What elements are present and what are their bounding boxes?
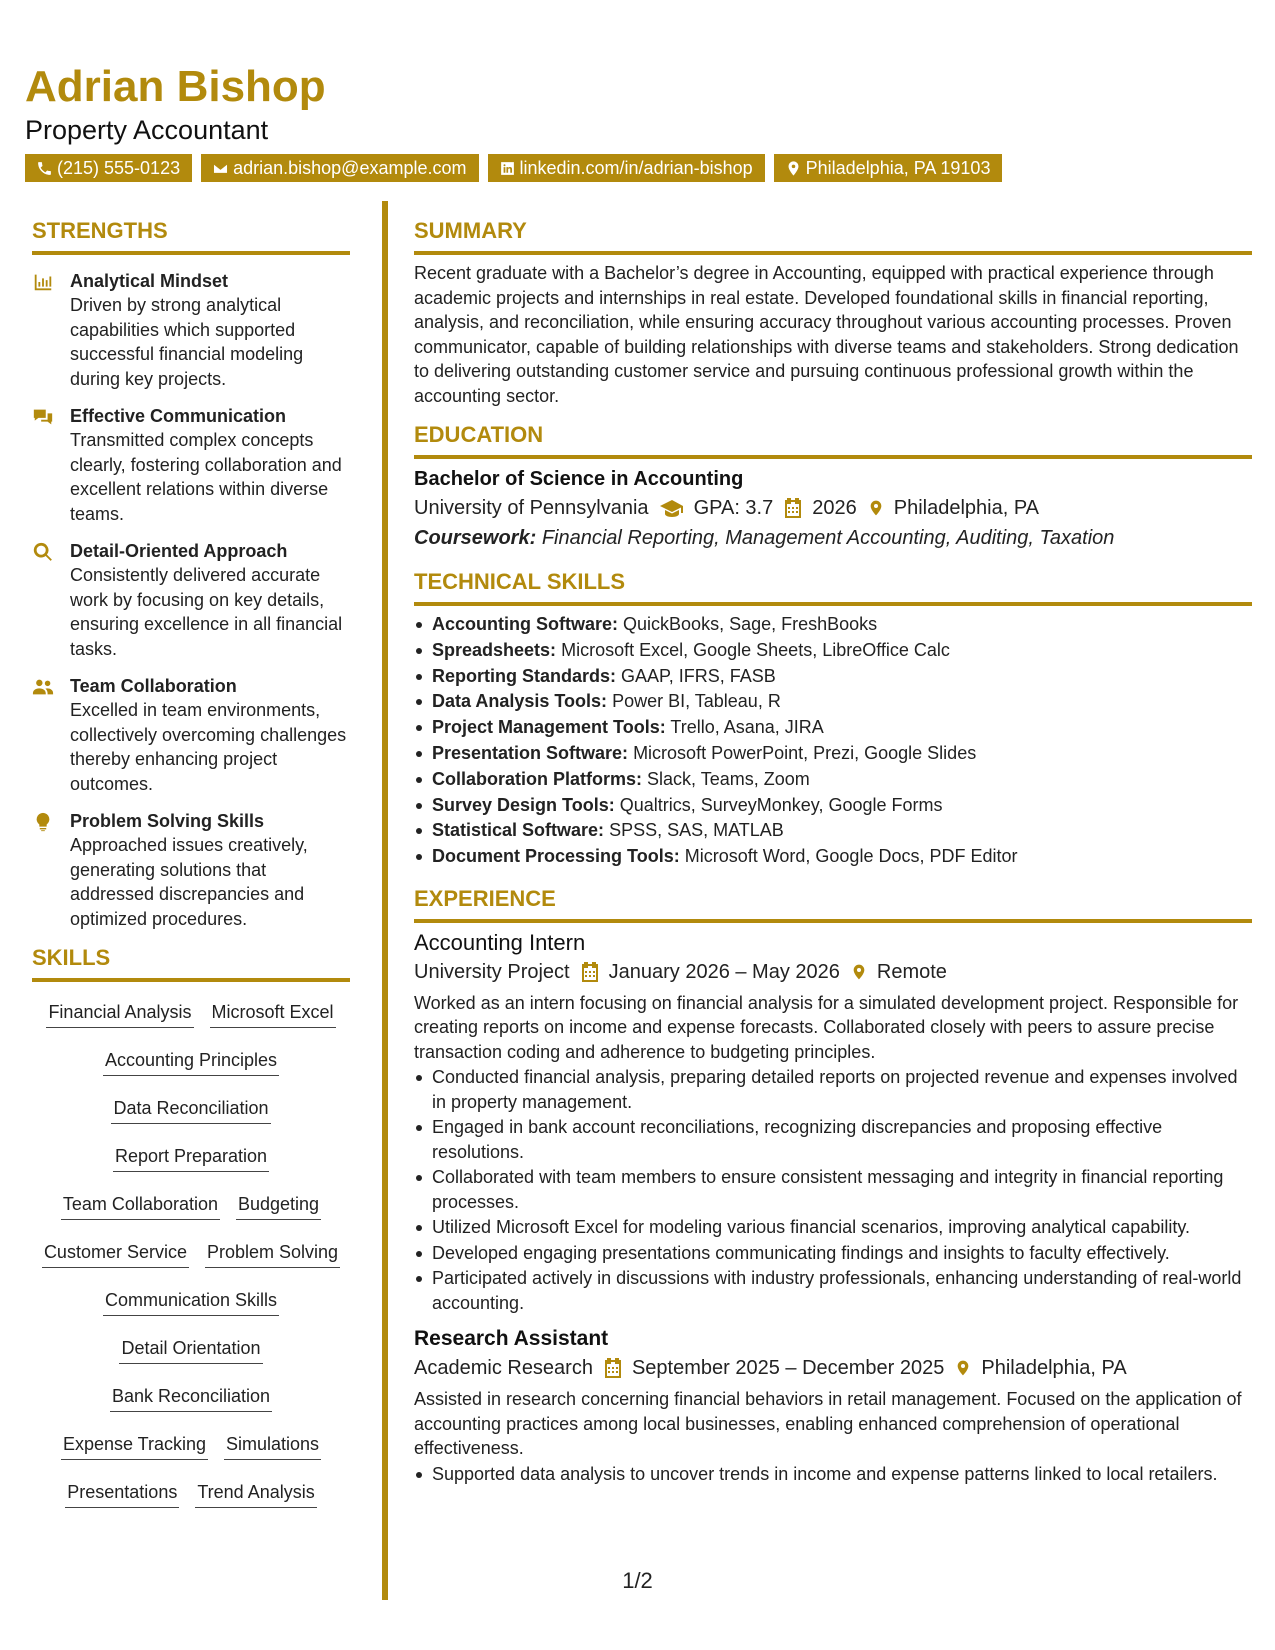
strength-title: Analytical Mindset	[70, 271, 229, 291]
chat-bubbles-icon	[32, 406, 54, 428]
tech-skill-value: Microsoft PowerPoint, Prezi, Google Slides	[633, 742, 977, 763]
strength-desc: Consistently delivered accurate work by focusing on key details, ensuring excellence in all financial tasks.	[70, 565, 343, 659]
strength-title: Team Collaboration	[70, 676, 237, 696]
strengths-list	[32, 269, 350, 931]
candidate-name: Adrian Bishop	[25, 62, 326, 111]
tech-skill-value: QuickBooks, Sage, FreshBooks	[623, 614, 878, 634]
skills-heading: SKILLS	[32, 945, 111, 970]
skill-tag: Bank Reconciliation	[110, 1384, 272, 1412]
graduation-year: 2026	[812, 497, 857, 519]
technical-skills-heading: TECHNICAL SKILLS	[414, 569, 626, 594]
phone-text: (215) 555-0123	[57, 158, 181, 178]
calendar-icon	[581, 962, 599, 982]
contact-phone[interactable]	[25, 154, 192, 182]
strength-item	[32, 809, 350, 931]
contact-linkedin[interactable]	[488, 154, 765, 182]
tech-skill-value: Trello, Asana, JIRA	[670, 717, 824, 738]
list-item: Supported data analysis to uncover trends in income and expense patterns linked to local retailers.	[414, 1462, 1252, 1487]
tech-skill-label: Data Analysis Tools:	[432, 691, 608, 712]
skill-tag: Report Preparation	[113, 1144, 269, 1172]
map-pin-icon	[851, 962, 867, 982]
list-item	[414, 715, 1252, 741]
column-divider	[382, 201, 388, 1600]
skill-tag: Accounting Principles	[103, 1048, 279, 1076]
job-org: University Project	[414, 960, 570, 983]
job-meta	[414, 957, 1252, 987]
phone-icon	[36, 160, 53, 177]
left-column	[32, 218, 350, 1522]
tech-skill-value: Microsoft Word, Google Docs, PDF Editor	[684, 846, 1018, 867]
list-item	[414, 767, 1252, 793]
tech-skill-label: Spreadsheets:	[432, 639, 557, 660]
email-text: adrian.bishop@example.com	[233, 158, 467, 178]
job-entry	[414, 1325, 1252, 1486]
contact-location	[774, 154, 1003, 182]
job-bullets	[414, 1462, 1252, 1487]
list-item: Collaborated with team members to ensure consistent messaging and integrity in financial reporting processes.	[414, 1165, 1252, 1214]
map-pin-icon	[955, 1358, 971, 1378]
job-bullets	[414, 1065, 1252, 1315]
list-item	[414, 689, 1252, 715]
gpa: GPA: 3.7	[693, 497, 774, 519]
magnifier-icon	[32, 541, 54, 563]
envelope-icon	[212, 160, 229, 177]
skills-grid	[32, 994, 350, 1522]
map-pin-icon	[785, 160, 802, 177]
job-dates: January 2026 – May 2026	[608, 960, 840, 983]
resume-header	[25, 62, 1255, 182]
skill-tag: Budgeting	[236, 1192, 321, 1220]
location-text: Philadelphia, PA 19103	[805, 158, 991, 178]
tech-skill-label: Document Processing Tools:	[432, 846, 680, 867]
coursework-label: Coursework:	[414, 527, 537, 549]
tech-skill-value: Qualtrics, SurveyMonkey, Google Forms	[619, 794, 943, 815]
experience-heading: EXPERIENCE	[414, 885, 556, 911]
strength-title: Problem Solving Skills	[70, 811, 265, 831]
education-heading: EDUCATION	[414, 422, 544, 447]
lightbulb-icon	[32, 811, 54, 833]
tech-skill-value: GAAP, IFRS, FASB	[621, 665, 776, 686]
coursework-line	[414, 523, 1252, 553]
job-dates: September 2025 – December 2025	[631, 1357, 945, 1380]
list-item	[414, 793, 1252, 819]
section-rule	[414, 455, 1252, 459]
map-pin-icon	[868, 498, 884, 518]
tech-skill-value: Power BI, Tableau, R	[612, 691, 781, 712]
technical-skills-list	[414, 612, 1252, 870]
strength-title: Detail-Oriented Approach	[70, 541, 288, 561]
bar-chart-icon	[32, 271, 54, 293]
skill-tag: Customer Service	[42, 1240, 189, 1268]
linkedin-icon	[499, 160, 516, 177]
strength-title: Effective Communication	[70, 406, 287, 426]
skill-tag: Simulations	[224, 1432, 321, 1460]
page-number: 1/2	[622, 1568, 653, 1593]
tech-skill-label: Survey Design Tools:	[432, 794, 615, 815]
skill-tag: Microsoft Excel	[210, 1000, 336, 1028]
job-entry	[414, 929, 1252, 1316]
section-rule	[414, 602, 1252, 606]
list-item	[414, 818, 1252, 844]
job-description: Worked as an intern focusing on financial analysis for a simulated development project. Responsible for creating reports on income and expense forecasts. Collaborated closely with peers to assure precise transaction coding and adherence to budgeting principles.	[414, 992, 1239, 1062]
skill-tag: Expense Tracking	[61, 1432, 208, 1460]
job-title: Accounting Intern	[414, 929, 586, 955]
list-item	[414, 612, 1252, 638]
job-location: Remote	[876, 960, 947, 983]
skill-tag: Data Reconciliation	[111, 1096, 270, 1124]
list-item: Conducted financial analysis, preparing detailed reports on projected revenue and expenses involved in property management.	[414, 1065, 1252, 1114]
school-name: University of Pennsylvania	[414, 497, 649, 519]
list-item	[414, 741, 1252, 767]
strength-item	[32, 674, 350, 796]
calendar-icon	[784, 498, 802, 518]
right-column	[414, 218, 1252, 1486]
skill-tag: Financial Analysis	[46, 1000, 193, 1028]
skill-tag: Detail Orientation	[119, 1336, 262, 1364]
list-item: Developed engaging presentations communicating findings and insights to faculty effectively.	[414, 1241, 1252, 1266]
school-location: Philadelphia, PA	[893, 497, 1040, 519]
graduation-cap-icon	[660, 498, 684, 518]
list-item: Engaged in bank account reconciliations, recognizing discrepancies and proposing effective resolutions.	[414, 1115, 1252, 1164]
strength-desc: Transmitted complex concepts clearly, fostering collaboration and excellent relations within diverse teams.	[70, 430, 342, 524]
contact-bar	[25, 154, 1255, 182]
summary-heading: SUMMARY	[414, 218, 527, 243]
education-meta	[414, 493, 1252, 523]
job-org: Academic Research	[414, 1357, 593, 1380]
strength-item	[32, 539, 350, 661]
strength-desc: Approached issues creatively, generating solutions that addressed discrepancies and optimized procedures.	[70, 835, 308, 929]
tech-skill-value: Slack, Teams, Zoom	[647, 768, 810, 789]
tech-skill-label: Reporting Standards:	[432, 665, 617, 686]
section-rule	[414, 919, 1252, 923]
skill-tag: Presentations	[65, 1480, 179, 1508]
summary-text: Recent graduate with a Bachelor’s degree in Accounting, equipped with practical experience through academic projects and internships in real estate. Developed foundational skills in financial reporting, analysis, and reconciliation, while ensuring accuracy throughout various accounting processes. Proven communicator, capable of building relationships with diverse teams and stakeholders. Strong dedication to delivering outstanding customer service and pursuing continuous professional growth within the accounting sector.	[414, 263, 1239, 406]
tech-skill-value: Microsoft Excel, Google Sheets, LibreOffice Calc	[561, 639, 950, 660]
contact-email[interactable]	[201, 154, 478, 182]
tech-skill-label: Presentation Software:	[432, 742, 629, 763]
candidate-title: Property Accountant	[25, 115, 269, 145]
skill-tag: Communication Skills	[103, 1288, 279, 1316]
tech-skill-label: Statistical Software:	[432, 820, 605, 841]
strength-desc: Driven by strong analytical capabilities which supported successful financial modeling during key projects.	[70, 295, 304, 389]
job-location: Philadelphia, PA	[981, 1357, 1127, 1380]
section-rule	[32, 251, 350, 255]
section-rule	[32, 978, 350, 982]
degree-title: Bachelor of Science in Accounting	[414, 468, 744, 490]
tech-skill-label: Project Management Tools:	[432, 717, 666, 738]
tech-skill-value: SPSS, SAS, MATLAB	[609, 820, 784, 841]
job-description: Assisted in research concerning financial behaviors in retail management. Focused on the application of accounting practices among local businesses, enabling enhanced comprehension of operational effectiveness.	[414, 1389, 1242, 1459]
list-item: Participated actively in discussions with industry professionals, enhancing understanding of real-world accounting.	[414, 1266, 1252, 1315]
calendar-icon	[604, 1358, 622, 1378]
skill-tag: Problem Solving	[205, 1240, 340, 1268]
list-item: Utilized Microsoft Excel for modeling various financial scenarios, improving analytical capability.	[414, 1215, 1252, 1240]
job-meta	[414, 1353, 1252, 1383]
tech-skill-label: Collaboration Platforms:	[432, 768, 643, 789]
users-icon	[32, 676, 54, 698]
tech-skill-label: Accounting Software:	[432, 614, 619, 634]
list-item	[414, 664, 1252, 690]
skill-tag: Trend Analysis	[195, 1480, 316, 1508]
coursework-list: Financial Reporting, Management Accounting, Auditing, Taxation	[541, 527, 1115, 549]
list-item	[414, 638, 1252, 664]
strength-item	[32, 269, 350, 391]
strength-desc: Excelled in team environments, collectively overcoming challenges thereby enhancing project outcomes.	[70, 700, 347, 794]
skill-tag: Team Collaboration	[61, 1192, 220, 1220]
job-title: Research Assistant	[414, 1327, 609, 1351]
list-item	[414, 844, 1252, 870]
linkedin-text: linkedin.com/in/adrian-bishop	[519, 158, 753, 178]
strength-item	[32, 404, 350, 526]
strengths-heading: STRENGTHS	[32, 218, 168, 243]
section-rule	[414, 251, 1252, 255]
